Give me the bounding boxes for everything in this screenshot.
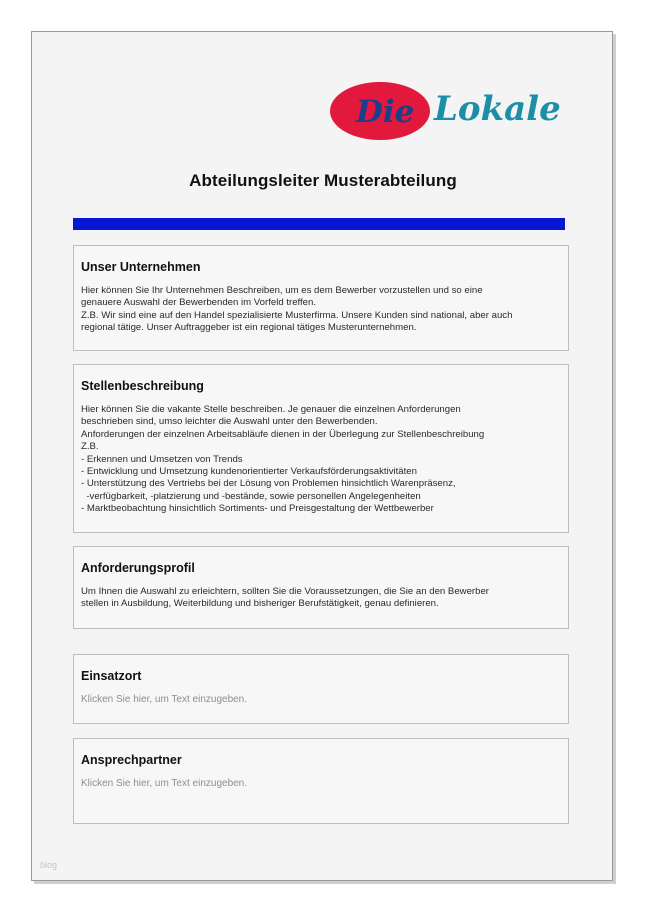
body-line: - Unterstützung des Vertriebs bei der Lösung von Problemen hinsichtlich Warenpräsenz, — [81, 478, 456, 490]
body-line: Hier können Sie Ihr Unternehmen Beschreiben, um es dem Bewerber vorzustellen und so eine — [81, 285, 483, 296]
section-stellenbeschreibung — [73, 364, 569, 533]
body-line: stellen in Ausbildung, Weiterbildung und bisheriger Berufstätigkeit, genau definieren. — [81, 598, 439, 610]
section-heading: Unser Unternehmen — [81, 260, 201, 274]
section-body — [81, 285, 561, 335]
body-line: beschrieben sind, umso leichter die Auswahl unter den Bewerbenden. — [81, 416, 378, 428]
body-line: Um Ihnen die Auswahl zu erleichtern, sollten Sie die Voraussetzungen, die Sie an den Bewerber — [81, 586, 489, 597]
section-ansprechpartner — [73, 738, 569, 824]
ansprechpartner-text-field[interactable]: Klicken Sie hier, um Text einzugeben. — [81, 778, 248, 789]
body-line: - Erkennen und Umsetzen von Trends — [81, 453, 243, 465]
body-line: genauere Auswahl der Bewerbenden im Vorfeld treffen. — [81, 297, 317, 309]
die-lokale-logo — [330, 76, 580, 146]
logo-text-lokale: Lokale — [434, 89, 561, 129]
document-title: Abteilungsleiter Musterabteilung — [189, 171, 457, 190]
body-line: - Marktbeobachtung hinsichtlich Sortiments- und Preisgestaltung der Wettbewerber — [81, 503, 434, 515]
section-heading: Ansprechpartner — [81, 753, 182, 767]
einsatzort-text-field[interactable]: Klicken Sie hier, um Text einzugeben. — [81, 694, 248, 705]
section-body — [81, 586, 561, 611]
watermark-text: blog — [40, 860, 58, 870]
title-divider-bar — [73, 218, 565, 230]
section-body — [81, 404, 561, 516]
section-heading: Einsatzort — [81, 669, 142, 683]
section-heading: Anforderungsprofil — [81, 561, 195, 575]
body-line: Hier können Sie die vakante Stelle beschreiben. Je genauer die einzelnen Anforderungen — [81, 404, 461, 415]
body-line: - Entwicklung und Umsetzung kundenorientierter Verkaufsförderungsaktivitäten — [81, 466, 417, 478]
section-anforderungsprofil — [73, 546, 569, 629]
section-einsatzort — [73, 654, 569, 724]
body-line: Z.B. Wir sind eine auf den Handel spezialisierte Musterfirma. Unsere Kunden sind national, aber auch — [81, 309, 513, 321]
body-line: regional tätige. Unser Auftraggeber ist ein regional tätiges Musterunternehmen. — [81, 322, 417, 334]
section-unser-unternehmen — [73, 245, 569, 351]
body-line: Anforderungen der einzelnen Arbeitsabläufe dienen in der Überlegung zur Stellenbeschreibung — [81, 428, 485, 440]
section-heading: Stellenbeschreibung — [81, 379, 204, 393]
body-line: -verfügbarkeit, -platzierung und -bestände, sowie personellen Angelegenheiten — [81, 490, 421, 502]
logo-text-die: Die — [356, 94, 415, 130]
document-page — [31, 31, 613, 881]
body-line: Z.B. — [81, 441, 99, 453]
